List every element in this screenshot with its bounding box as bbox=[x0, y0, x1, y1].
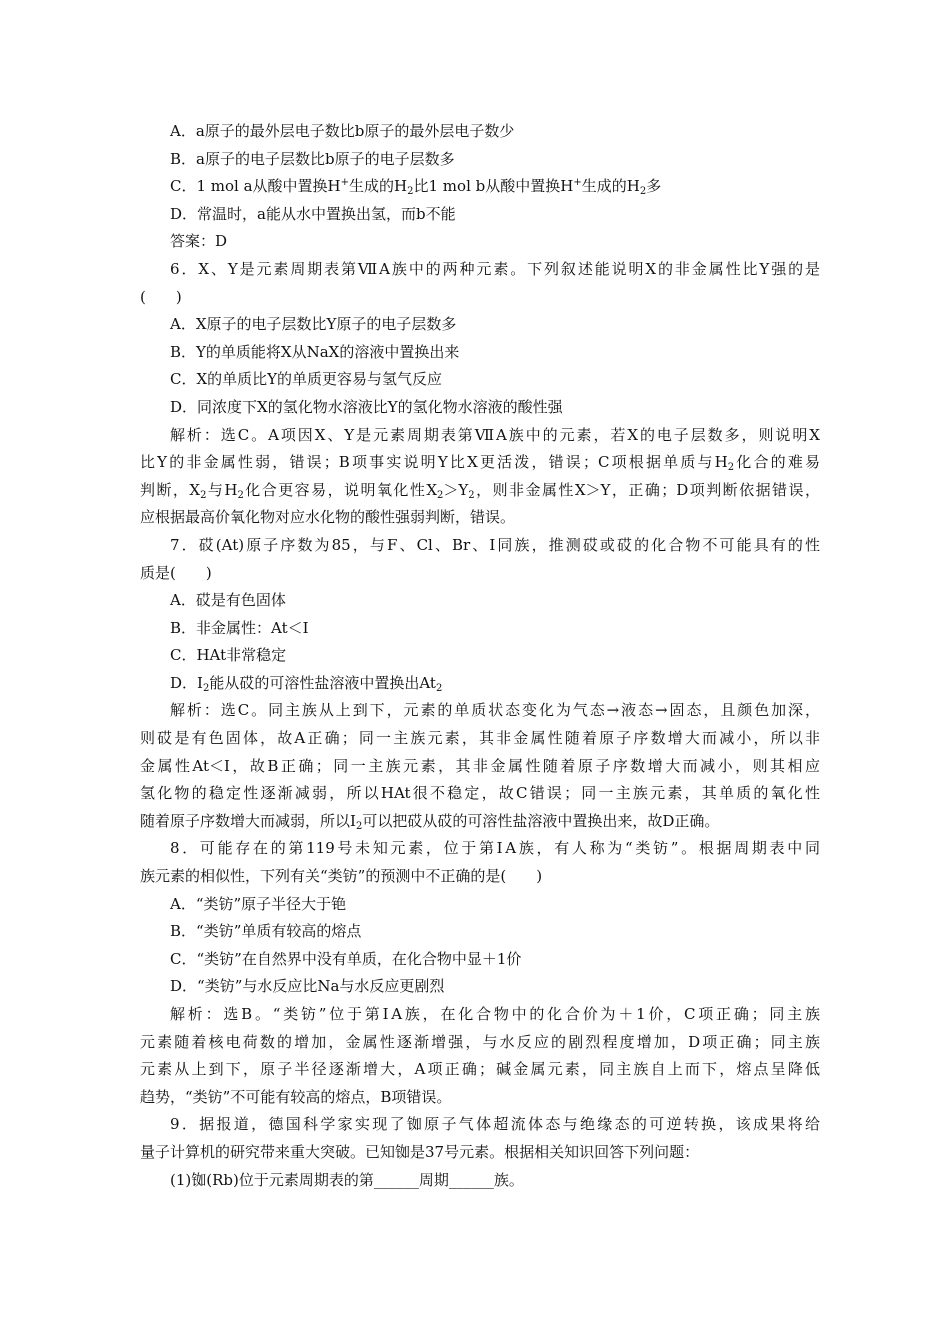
q5-option-d: D．常温时，a能从水中置换出氢，而b不能 bbox=[170, 204, 456, 223]
q6-option-a: A．X原子的电子层数比Y原子的电子层数多 bbox=[170, 315, 457, 334]
q9-stem-line-2: 量子计算机的研究带来重大突破。已知铷是37号元素。根据相关知识回答下列问题： bbox=[140, 1142, 700, 1161]
q8-option-d: D．“类钫”与水反应比Na与水反应更剧烈 bbox=[170, 977, 445, 996]
q9-subquestion-1: (1)铷(Rb)位于元素周期表的第______周期______族。 bbox=[170, 1170, 524, 1189]
q7-analysis-line-1: 解析：选C。同主族从上到下，元素的单质状态变化为气态→液态→固态，且颜色加深， bbox=[170, 701, 820, 720]
q8-analysis-line-2: 元素随着核电荷数的增加，金属性逐渐增强，与水反应的剧烈程度增加，D项正确；同主族 bbox=[140, 1032, 820, 1051]
q5-answer: 答案：D bbox=[170, 232, 228, 251]
q5-option-c: C．1 mol a从酸中置换H+生成的$H_2$比1 mol b从酸中置换H+生成的$H_2$多 bbox=[170, 177, 662, 198]
q8-option-c: C．“类钫”在自然界中没有单质，在化合物中显＋1价 bbox=[170, 949, 522, 968]
q7-analysis-line-3: 金属性At＜I，故B正确；同一主族元素，其非金属性随着原子序数增大而减小，则其相应 bbox=[140, 756, 820, 775]
q8-option-b: B．“类钫”单质有较高的熔点 bbox=[170, 922, 362, 941]
q6-option-b: B．Y的单质能将X从NaX的溶液中置换出来 bbox=[170, 342, 460, 361]
q6-analysis-line-1: 解析：选C。A项因X、Y是元素周期表第ⅦA族中的元素，若X的电子层数多，则说明X bbox=[170, 425, 820, 444]
q7-analysis-line-2: 则砹是有色固体，故A正确；同一主族元素，其非金属性随着原子序数增大而减小，所以非 bbox=[140, 729, 820, 748]
q7-stem-line-2: 质是( ) bbox=[140, 563, 212, 582]
q6-option-d: D．同浓度下X的氢化物水溶液比Y的氢化物水溶液的酸性强 bbox=[170, 397, 563, 416]
document-body bbox=[140, 118, 820, 1194]
q7-analysis-line-5: 随着原子序数增大而减弱，所以$I_2$可以把砹从砹的可溶性盐溶液中置换出来，故D正确。 bbox=[140, 811, 720, 832]
q7-stem-line-1: 7．砹(At)原子序数为85，与F、Cl、Br、I同族，推测砹或砹的化合物不可能具有的性 bbox=[170, 535, 820, 554]
q5-option-a: A．a原子的最外层电子数比b原子的最外层电子数少 bbox=[170, 122, 515, 140]
q7-option-c: C．HAt非常稳定 bbox=[170, 646, 287, 665]
q8-stem-line-2: 族元素的相似性，下列有关“类钫”的预测中不正确的是( ) bbox=[140, 867, 543, 886]
q6-analysis-line-2: 比Y的非金属性弱，错误；B项事实说明Y比X更活泼，错误；C项根据单质与$H_2$化合的难易 bbox=[140, 453, 820, 474]
q7-option-a: A．砹是有色固体 bbox=[170, 591, 286, 610]
q7-option-b: B．非金属性：At＜I bbox=[170, 618, 309, 637]
q7-option-d: D．$I_2$能从砹的可溶性盐溶液中置换出$At_2$ bbox=[170, 673, 443, 694]
q8-option-a: A．“类钫”原子半径大于铯 bbox=[170, 894, 347, 913]
q6-analysis-line-4: 应根据最高价氧化物对应水化物的酸性强弱判断，错误。 bbox=[140, 508, 516, 527]
q8-analysis-line-1: 解析：选B。“类钫”位于第ⅠA族，在化合物中的化合价为＋1价，C项正确；同主族 bbox=[170, 1005, 820, 1023]
q6-stem-line-1: 6．X、Y是元素周期表第ⅦA族中的两种元素。下列叙述能说明X的非金属性比Y强的是 bbox=[170, 259, 820, 278]
q7-analysis-line-4: 氢化物的稳定性逐渐减弱，所以HAt很不稳定，故C错误；同一主族元素，其单质的氧化性 bbox=[140, 784, 820, 803]
q8-analysis-line-4: 趋势，“类钫”不可能有较高的熔点，B项错误。 bbox=[140, 1087, 452, 1106]
q5-option-b: B．a原子的电子层数比b原子的电子层数多 bbox=[170, 149, 455, 168]
q9-stem-line-1: 9．据报道，德国科学家实现了铷原子气体超流体态与绝缘态的可逆转换，该成果将给 bbox=[170, 1115, 820, 1134]
q8-analysis-line-3: 元素从上到下，原子半径逐渐增大，A项正确；碱金属元素，同主族自上而下，熔点呈降低 bbox=[140, 1060, 820, 1079]
q6-option-c: C．X的单质比Y的单质更容易与氢气反应 bbox=[170, 370, 443, 389]
q6-stem-line-2: ( ) bbox=[140, 287, 182, 306]
q6-analysis-line-3: 判断，$X_2$与$H_2$化合更容易，说明氧化性$X_2>Y_2$，则非金属性X＞Y，正确；D项判断依据错误， bbox=[140, 480, 820, 501]
q8-stem-line-1: 8．可能存在的第119号未知元素，位于第ⅠA族，有人称为“类钫”。根据周期表中同 bbox=[170, 839, 820, 858]
